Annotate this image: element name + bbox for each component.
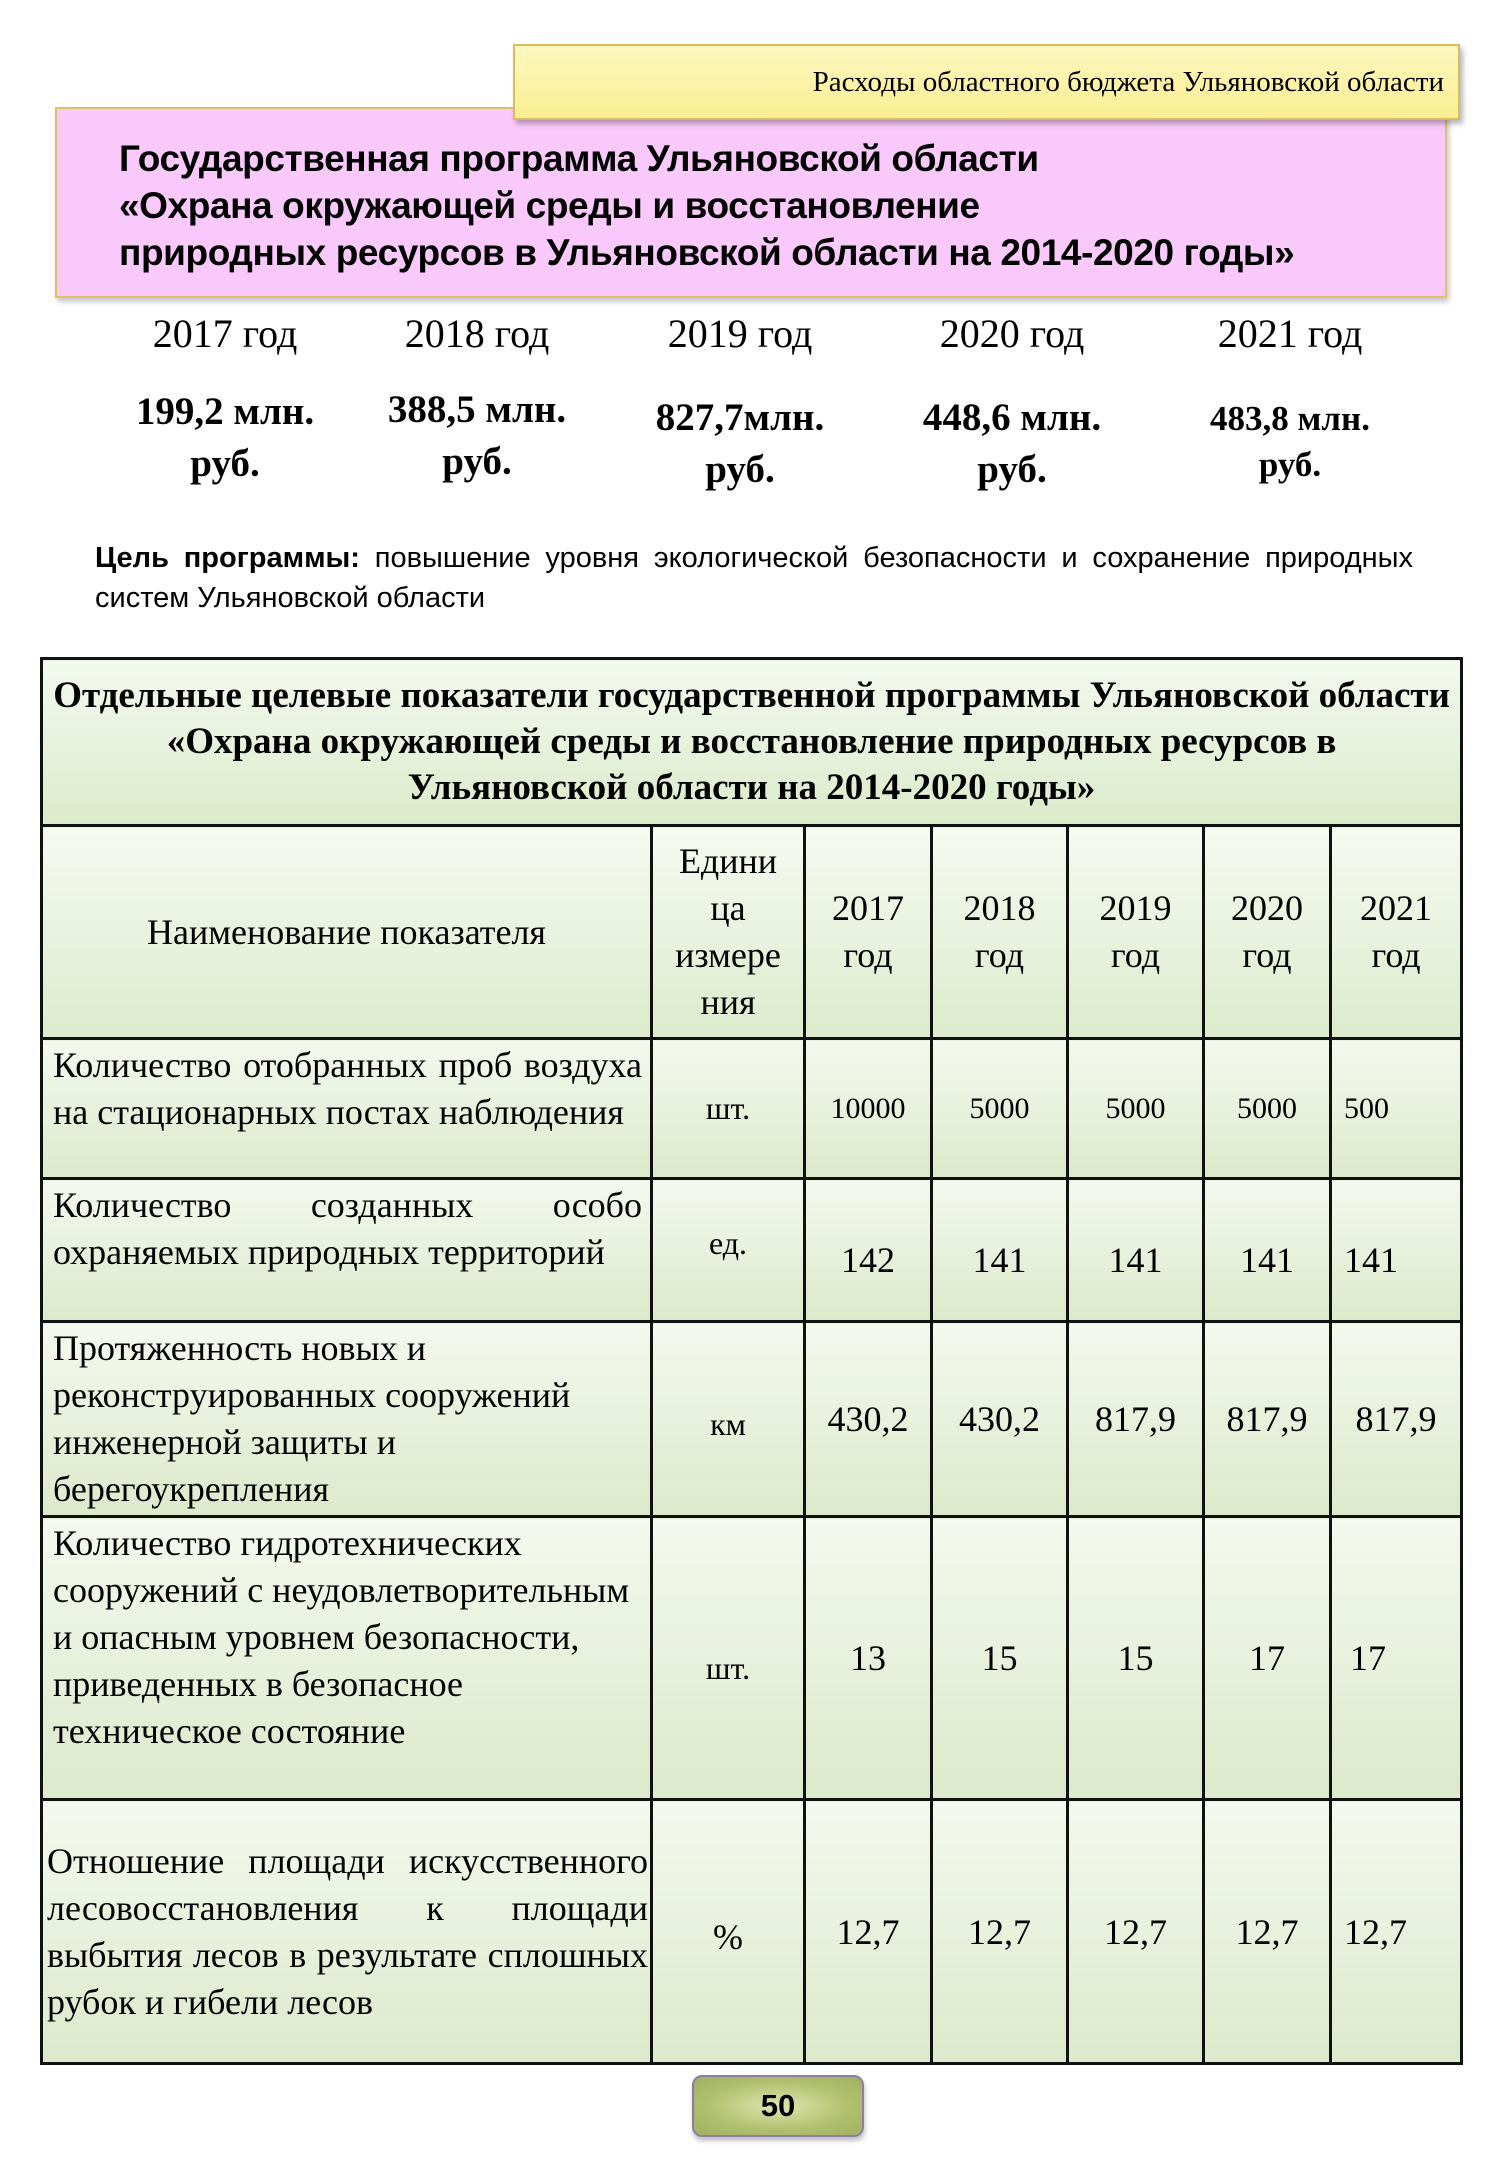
- table-row: [42, 1800, 1462, 2064]
- table-title: Отдельные целевые показатели государственной программы Ульяновской области «Охрана окружающей среды и восстановление природных ресурсов в Ульяновской области на 2014-2020 годы»: [42, 659, 1462, 826]
- funding-by-year: [0, 310, 1500, 510]
- section-banner-text: Расходы областного бюджета Ульяновской области: [812, 65, 1444, 98]
- header-name: Наименование показателя: [42, 826, 652, 1039]
- year-label: 2021 год: [1217, 311, 1363, 356]
- program-title: [119, 135, 1294, 276]
- indicator-name: Отношение площади искусственного лесовосстановления к площади выбытия лесов в результате сплошных рубок и гибели лесов: [42, 1800, 652, 2064]
- value-2018: 430,2: [932, 1322, 1068, 1517]
- program-goal: [95, 538, 1413, 618]
- header-2017: 2017 год: [805, 826, 932, 1039]
- indicator-name: Количество созданных особо охраняемых природных территорий: [42, 1179, 652, 1322]
- value-2020: 141: [1204, 1179, 1331, 1322]
- funding-2017: [115, 310, 335, 490]
- value-2020: 12,7: [1204, 1800, 1331, 2064]
- indicators-table: [40, 657, 1463, 2065]
- table-row: [42, 1517, 1462, 1800]
- funding-2020: [897, 310, 1127, 496]
- value-2020: 5000: [1204, 1039, 1331, 1179]
- year-label: 2017 год: [152, 311, 298, 356]
- amount-unit: руб.: [190, 442, 260, 485]
- amount-unit: руб.: [977, 448, 1047, 491]
- header-2021: 2021 год: [1331, 826, 1462, 1039]
- program-title-line: «Охрана окружающей среды и восстановление: [119, 185, 980, 226]
- amount-value: 827,7млн.: [655, 396, 825, 439]
- year-amount: [630, 392, 850, 496]
- value-2019: 12,7: [1068, 1800, 1204, 2064]
- value-2018: 15: [932, 1517, 1068, 1800]
- value-2018: 141: [932, 1179, 1068, 1322]
- amount-value: 483,8 млн.: [1210, 399, 1370, 438]
- program-title-line: природных ресурсов в Ульяновской области на 2014-2020 годы»: [119, 232, 1295, 273]
- indicator-unit: шт.: [652, 1517, 805, 1800]
- program-title-line: Государственная программа Ульяновской области: [119, 138, 1039, 179]
- indicator-name: Количество гидротехнических сооружений с неудовлетворительным и опасным уровнем безопасности, приведенных в безопасное техническое состояние: [42, 1517, 652, 1800]
- amount-unit: руб.: [442, 440, 512, 483]
- indicator-name: Количество отобранных проб воздуха на стационарных постах наблюдения: [42, 1039, 652, 1179]
- year-amount: [372, 384, 582, 488]
- value-2017: 142: [805, 1179, 932, 1322]
- indicator-unit: ед.: [652, 1179, 805, 1322]
- year-amount: [115, 386, 335, 490]
- page-number: 50: [760, 2088, 796, 2123]
- program-title-box: [55, 107, 1447, 298]
- funding-2018: [372, 310, 582, 488]
- table-title-row: [42, 659, 1462, 826]
- header-2018: 2018 год: [932, 826, 1068, 1039]
- header-2020: 2020 год: [1204, 826, 1331, 1039]
- section-banner: [513, 44, 1460, 120]
- value-2017: 12,7: [805, 1800, 932, 2064]
- header-2019: 2019 год: [1068, 826, 1204, 1039]
- funding-2021: [1180, 310, 1400, 488]
- amount-unit: руб.: [1258, 445, 1322, 484]
- year-label: 2020 год: [939, 311, 1085, 356]
- goal-label: Цель программы:: [95, 542, 360, 574]
- table-header-row: [42, 826, 1462, 1039]
- year-amount: [1180, 396, 1400, 488]
- funding-2019: [630, 310, 850, 496]
- indicator-unit: шт.: [652, 1039, 805, 1179]
- value-2021: 141: [1331, 1179, 1462, 1322]
- table-row: [42, 1179, 1462, 1322]
- value-2021: 500: [1331, 1039, 1462, 1179]
- value-2021: 12,7: [1331, 1800, 1462, 2064]
- amount-unit: руб.: [705, 448, 775, 491]
- value-2019: 5000: [1068, 1039, 1204, 1179]
- amount-value: 199,2 млн.: [135, 390, 315, 433]
- value-2018: 12,7: [932, 1800, 1068, 2064]
- indicator-name: Протяженность новых и реконструированных сооружений инженерной защиты и берегоукрепления: [42, 1322, 652, 1517]
- value-2019: 15: [1068, 1517, 1204, 1800]
- year-label: 2019 год: [667, 311, 813, 356]
- indicator-unit: %: [652, 1800, 805, 2064]
- value-2017: 430,2: [805, 1322, 932, 1517]
- value-2017: 13: [805, 1517, 932, 1800]
- value-2021: 17: [1331, 1517, 1462, 1800]
- page-number-badge: [692, 2075, 864, 2137]
- value-2019: 141: [1068, 1179, 1204, 1322]
- year-amount: [897, 392, 1127, 496]
- table-row: [42, 1322, 1462, 1517]
- amount-value: 388,5 млн.: [387, 388, 567, 431]
- goal-text: повышение уровня экологической безопасности и сохранение природных систем Ульяновской области: [95, 542, 1414, 614]
- value-2020: 817,9: [1204, 1322, 1331, 1517]
- value-2020: 17: [1204, 1517, 1331, 1800]
- value-2019: 817,9: [1068, 1322, 1204, 1517]
- value-2021: 817,9: [1331, 1322, 1462, 1517]
- value-2017: 10000: [805, 1039, 932, 1179]
- value-2018: 5000: [932, 1039, 1068, 1179]
- indicator-unit: км: [652, 1322, 805, 1517]
- table-row: [42, 1039, 1462, 1179]
- year-label: 2018 год: [404, 311, 550, 356]
- header-unit: Едини ца измере ния: [652, 826, 805, 1039]
- amount-value: 448,6 млн.: [922, 396, 1102, 439]
